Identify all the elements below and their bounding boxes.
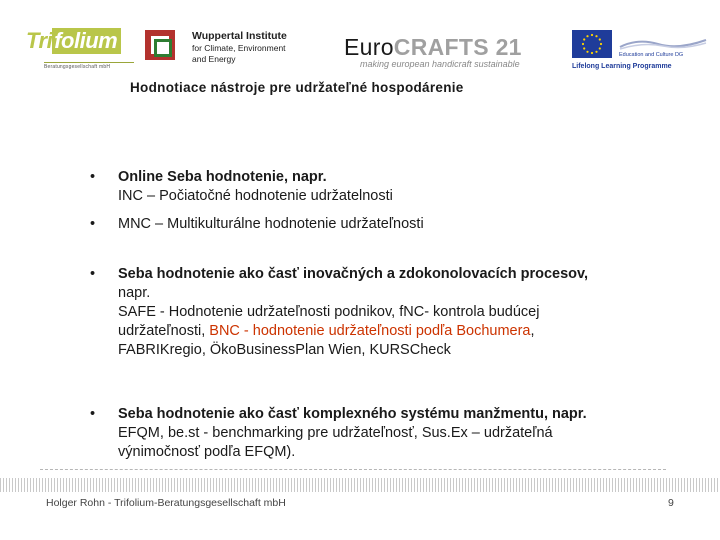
footer-author: Holger Rohn - Trifolium-Beratungsgesellschaft mbH bbox=[46, 497, 286, 509]
wuppertal-line1: Wuppertal Institute bbox=[192, 30, 287, 42]
education-culture-label: Education and Culture DG bbox=[619, 52, 684, 58]
trifolium-logo bbox=[26, 26, 126, 74]
highlighted-text: BNC - hodnotenie udržateľnosti podľa Bochumera bbox=[209, 323, 531, 339]
bullet-heading: Seba hodnotenie ako časť inovačných a zdokonolovacích procesov, bbox=[118, 266, 589, 282]
education-culture-logo bbox=[618, 36, 708, 50]
wuppertal-line3: and Energy bbox=[192, 53, 236, 64]
footer-tick-band bbox=[0, 478, 720, 492]
bullet-line: MNC – Multikulturálne hodnotenie udržateľnosti bbox=[118, 216, 424, 232]
page-number: 9 bbox=[668, 497, 674, 509]
bullet-dot: • bbox=[90, 216, 96, 232]
bullet-line: napr. bbox=[118, 285, 151, 301]
wuppertal-logo-mark bbox=[145, 30, 175, 60]
bullet-line: výnimočnosť podľa EFQM). bbox=[118, 444, 296, 460]
bullet-dot: • bbox=[90, 266, 96, 282]
lifelong-learning-label: Lifelong Learning Programme bbox=[572, 63, 672, 70]
logo-sub-text: Beratungsgesellschaft mbH bbox=[44, 62, 134, 70]
bullet-line: SAFE - Hodnotenie udržateľnosti podnikov, fNC- kontrola budúcej bbox=[118, 304, 540, 320]
slide-title: Hodnotiace nástroje pre udržateľné hospodárenie bbox=[130, 80, 464, 95]
eu-flag-icon bbox=[572, 30, 612, 58]
bullet-heading: Online Seba hodnotenie, napr. bbox=[118, 169, 327, 185]
bullet-dot: • bbox=[90, 169, 96, 185]
bullet-line: FABRIKregio, ÖkoBusinessPlan Wien, KURSCheck bbox=[118, 342, 451, 358]
logo-folium-text: folium bbox=[52, 28, 121, 54]
eurocrafts-tagline: making european handicraft sustainable bbox=[360, 59, 520, 69]
footer-divider bbox=[40, 469, 666, 470]
bullet-dot: • bbox=[90, 406, 96, 422]
eurocrafts-logo: EuroCRAFTS 21 bbox=[344, 34, 522, 60]
bullet-line: EFQM, be.st - benchmarking pre udržateľnosť, Sus.Ex – udržateľná bbox=[118, 425, 553, 441]
wuppertal-logo-text bbox=[192, 30, 287, 64]
wuppertal-line2: for Climate, Environment bbox=[192, 43, 286, 53]
logo-tri-text: Tri bbox=[26, 28, 53, 53]
bullet-line: INC – Počiatočné hodnotenie udržatelnosti bbox=[118, 188, 393, 204]
bullet-heading: Seba hodnotenie ako časť komplexného systému manžmentu, napr. bbox=[118, 406, 587, 422]
bullet-line: udržateľnosti, BNC - hodnotenie udržateľnosti podľa Bochumera, bbox=[118, 323, 535, 339]
